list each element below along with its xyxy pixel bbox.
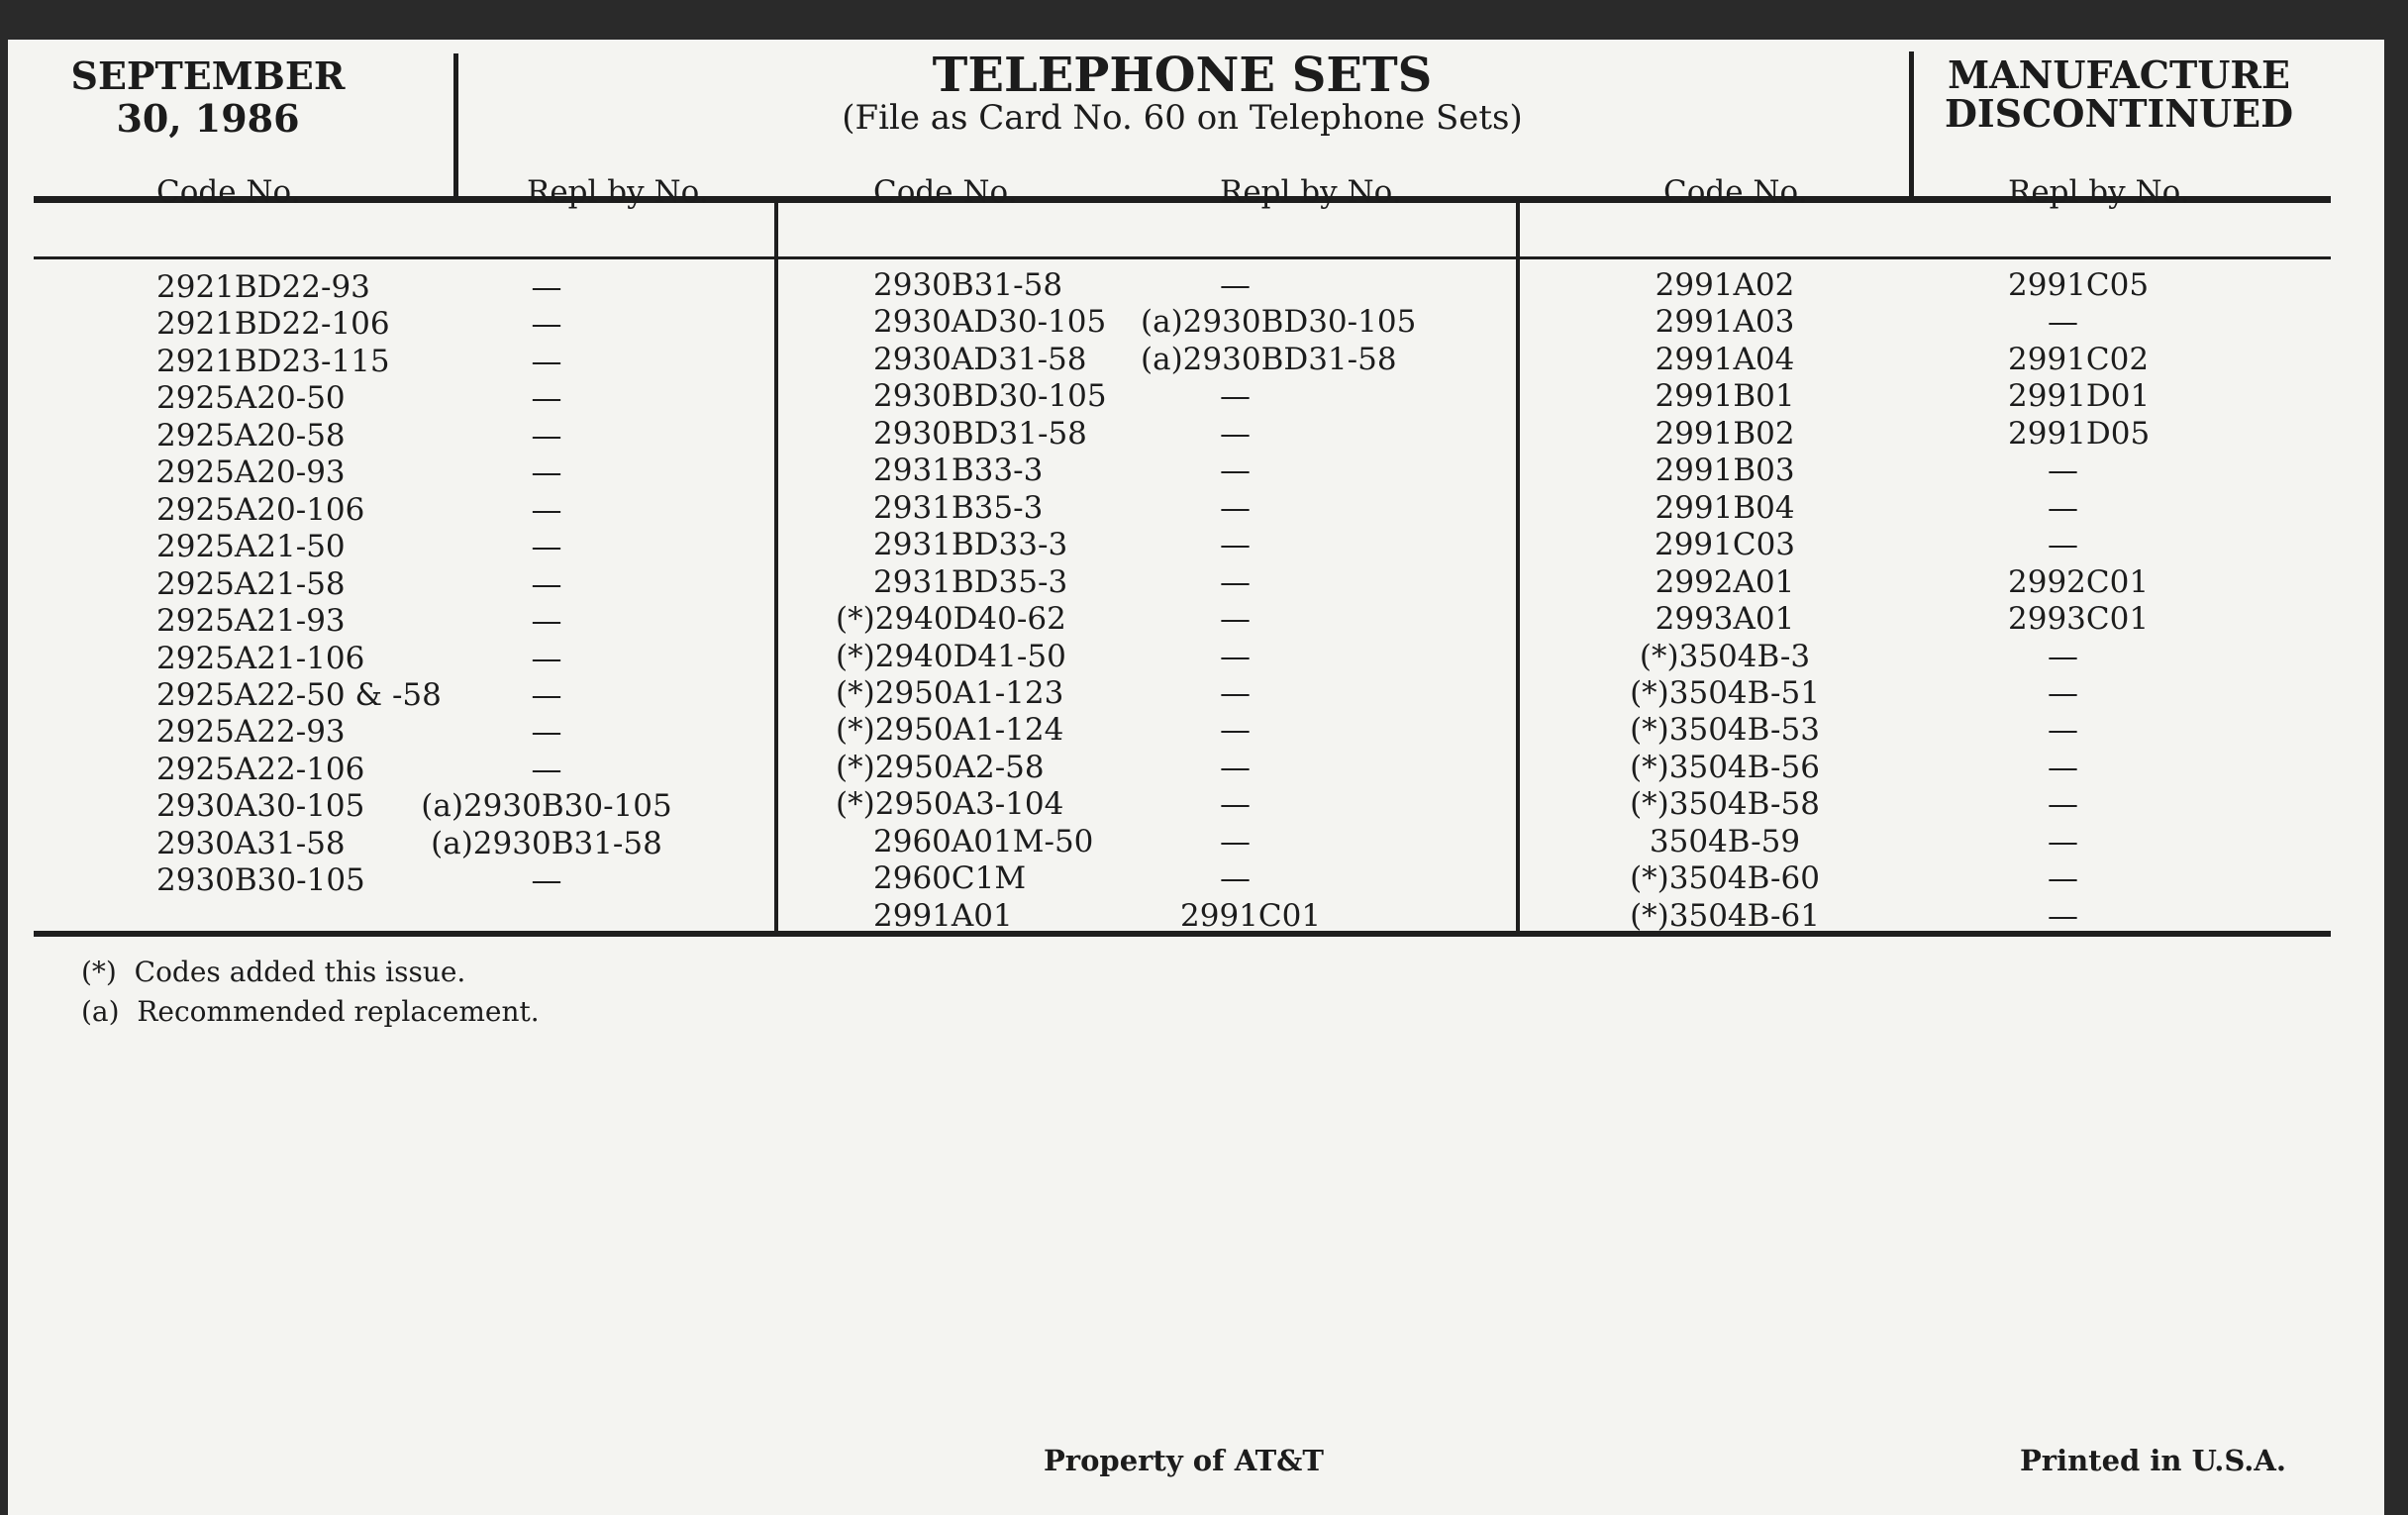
code-number-cell: 2925A20-50 [156,380,346,417]
code-number-cell: 2925A22-50 & -58 [156,676,442,713]
replacement-cell: — [2048,304,2078,341]
replacement-cell: — [531,603,562,640]
replacement-cell: — [531,343,562,379]
note-added-codes: (*) Codes added this issue. [81,956,466,988]
code-number-cell: 2991B03 [1655,453,1795,489]
code-number-cell: 2930BD31-58 [873,415,1087,452]
code-number-cell: 2960A01M-50 [873,823,1094,859]
note-recommended: (a) Recommended replacement. [81,995,540,1028]
code-number-cell: 2991B02 [1655,415,1795,452]
col-header-repl-1: Repl by No. [527,174,709,210]
replacement-cell: — [531,454,562,491]
code-number-cell: 2925A22-93 [156,714,346,751]
replacement-cell: 2991C02 [2008,341,2150,377]
column-header-rule [34,256,2331,259]
code-number-cell: (*)2950A1-123 [836,674,1064,711]
replacement-cell: 2992C01 [2008,563,2150,600]
replacement-cell: — [531,676,562,713]
header-bottom-rule [34,196,2331,203]
replacement-cell: — [2048,638,2078,674]
replacement-cell: — [1220,527,1251,563]
code-number-cell: 2925A21-93 [156,603,346,640]
replacement-cell: — [531,714,562,751]
footer-printed: Printed in U.S.A. [2020,1444,2286,1477]
code-number-cell: (*)3504B-56 [1630,749,1820,785]
issue-date: SEPTEMBER 30, 1986 [70,53,346,141]
code-number-cell: 2991B04 [1655,489,1795,526]
code-number-cell: 2925A21-58 [156,565,346,602]
code-number-cell: 3504B-59 [1649,823,1801,859]
code-number-cell: (*)2940D41-50 [836,638,1066,674]
replacement-cell: — [531,565,562,602]
replacement-cell: — [531,306,562,343]
col-header-code-1: Code No. [156,174,301,210]
replacement-cell: — [2048,786,2078,823]
replacement-cell: 2991D05 [2008,415,2151,452]
replacement-cell: 2991C05 [2008,267,2150,303]
col-header-repl-2: Repl by No. [1220,174,1402,210]
replacement-cell: (a)2930B30-105 [421,788,672,825]
replacement-cell: — [531,862,562,899]
code-number-cell: (*)3504B-3 [1639,638,1811,674]
replacement-cell: — [2048,823,2078,859]
code-number-cell: 2930AD30-105 [873,304,1107,341]
replacement-cell: — [1220,489,1251,526]
code-number-cell: 2931B33-3 [873,453,1044,489]
column-divider-1 [774,202,778,935]
status-label: MANUFACTURE DISCONTINUED [1944,52,2294,137]
code-number-cell: 2991A01 [873,897,1013,934]
code-number-cell: (*)3504B-58 [1630,786,1820,823]
code-number-cell: (*)3504B-51 [1630,674,1820,711]
col-header-repl-3: Repl by No. [2008,174,2190,210]
code-number-cell: (*)2950A1-124 [836,712,1064,749]
replacement-cell: — [531,640,562,676]
replacement-cell: 2991C01 [1180,897,1322,934]
replacement-cell: (a)2930BD31-58 [1141,341,1397,377]
replacement-cell: — [2048,860,2078,897]
replacement-cell: — [531,491,562,528]
replacement-cell: — [1220,712,1251,749]
code-number-cell: 2960C1M [873,860,1027,897]
document-subtitle: (File as Card No. 60 on Telephone Sets) [842,98,1523,138]
code-number-cell: 2930B30-105 [156,862,365,899]
replacement-cell: — [1220,638,1251,674]
code-number-cell: 2930BD30-105 [873,378,1107,415]
code-number-cell: 2930A30-105 [156,788,365,825]
header-divider-right [1909,51,1914,198]
replacement-cell: — [1220,563,1251,600]
replacement-cell: — [1220,823,1251,859]
code-number-cell: (*)2950A3-104 [836,786,1064,823]
replacement-cell: — [1220,267,1251,303]
header-divider-left [453,53,458,200]
code-number-cell: (*)3504B-53 [1630,712,1820,749]
replacement-cell: — [1220,786,1251,823]
code-number-cell: 2925A20-58 [156,417,346,454]
code-number-cell: 2925A20-93 [156,454,346,491]
col-header-code-2: Code No. [873,174,1018,210]
code-number-cell: 2991A02 [1655,267,1795,303]
replacement-cell: — [1220,601,1251,638]
replacement-cell: — [1220,749,1251,785]
code-number-cell: 2930A31-58 [156,825,346,861]
replacement-cell: — [2048,749,2078,785]
code-number-cell: 2991B01 [1655,378,1795,415]
code-number-cell: 2931BD33-3 [873,527,1068,563]
replacement-cell: 2993C01 [2008,601,2150,638]
code-number-cell: (*)3504B-61 [1630,897,1820,934]
replacement-cell: — [2048,527,2078,563]
footer-property: Property of AT&T [1044,1444,1324,1477]
code-number-cell: 2991A03 [1655,304,1795,341]
replacement-cell: — [1220,378,1251,415]
code-number-cell: 2921BD22-106 [156,306,390,343]
code-number-cell: 2925A22-106 [156,751,365,787]
replacement-cell: — [2048,489,2078,526]
code-number-cell: 2930AD31-58 [873,341,1087,377]
replacement-cell: — [531,380,562,417]
code-number-cell: (*)2940D40-62 [836,601,1066,638]
code-number-cell: 2991A04 [1655,341,1795,377]
replacement-cell: — [2048,674,2078,711]
replacement-cell: (a)2930BD30-105 [1141,304,1417,341]
replacement-cell: — [531,751,562,787]
code-number-cell: 2921BD23-115 [156,343,390,379]
code-number-cell: 2930B31-58 [873,267,1063,303]
replacement-cell: 2991D01 [2008,378,2151,415]
code-number-cell: 2925A20-106 [156,491,365,528]
replacement-cell: (a)2930B31-58 [431,825,662,861]
code-number-cell: (*)2950A2-58 [836,749,1045,785]
replacement-cell: — [2048,453,2078,489]
code-number-cell: 2931B35-3 [873,489,1044,526]
replacement-cell: — [2048,897,2078,934]
column-divider-2 [1516,202,1520,935]
code-number-cell: 2925A21-106 [156,640,365,676]
code-number-cell: 2991C03 [1654,527,1796,563]
code-number-cell: (*)3504B-60 [1630,860,1820,897]
replacement-cell: — [1220,415,1251,452]
code-number-cell: 2993A01 [1655,601,1795,638]
document-title: TELEPHONE SETS [932,48,1433,103]
replacement-cell: — [1220,453,1251,489]
replacement-cell: — [1220,860,1251,897]
code-number-cell: 2921BD22-93 [156,269,370,305]
replacement-cell: — [1220,674,1251,711]
replacement-cell: — [2048,712,2078,749]
col-header-code-3: Code No. [1663,174,1808,210]
replacement-cell: — [531,269,562,305]
code-number-cell: 2931BD35-3 [873,563,1068,600]
code-number-cell: 2925A21-50 [156,529,346,565]
replacement-cell: — [531,417,562,454]
replacement-cell: — [531,529,562,565]
code-number-cell: 2992A01 [1655,563,1795,600]
